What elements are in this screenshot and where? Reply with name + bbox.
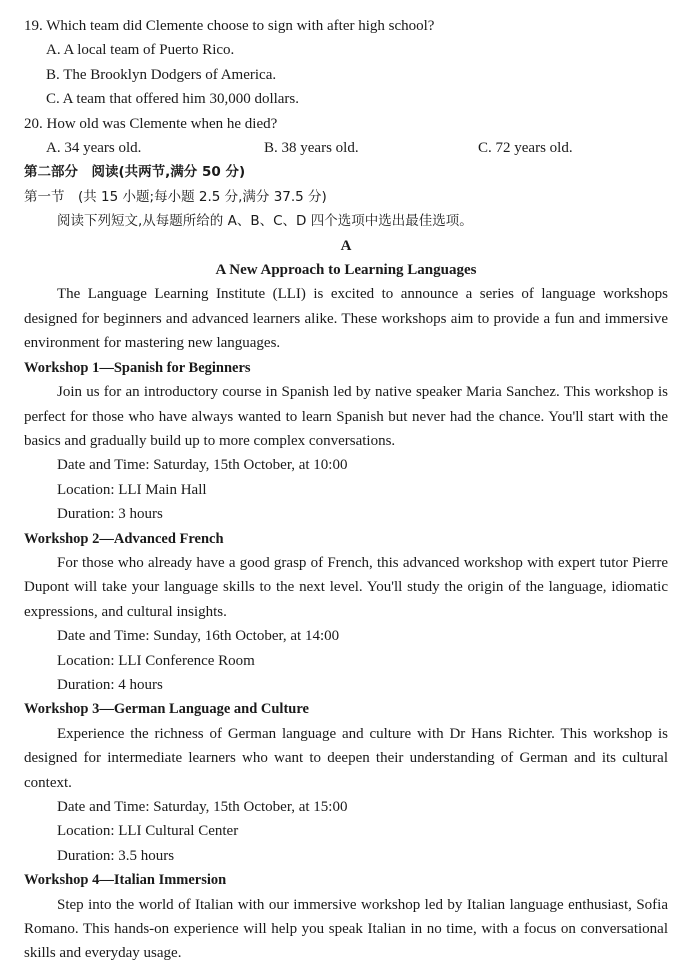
question-20-options: [24, 136, 668, 160]
workshop-1-duration: Duration: 3 hours: [57, 506, 163, 523]
question-19-option-b: B. The Brooklyn Dodgers of America.: [46, 66, 277, 83]
reading-instruction: 阅读下列短文,从每题所给的 A、B、C、D 四个选项中选出最佳选项。: [57, 213, 473, 230]
workshop-3-description: Experience the richness of German language and culture with Dr Hans Richter. This workshop is designed for intermediate learners who want to deepen their understanding of German and its cultural context.: [24, 725, 668, 791]
question-19-stem: 19. Which team did Clemente choose to sign with after high school?: [24, 18, 435, 34]
passage-intro: The Language Learning Institute (LLI) is excited to announce a series of language workshops designed for beginners and advanced learners alike. These workshops aim to provide a fun and immersive environment for mastering new languages.: [24, 286, 668, 352]
workshop-1-heading: Workshop 1—Spanish for Beginners: [24, 359, 251, 376]
workshop-4-description: Step into the world of Italian with our immersive workshop led by Italian language enthusiast, Sofia Romano. This hands-on experience will help you speak Italian in no time, with a focus on conversational skills and everyday usage.: [24, 896, 668, 962]
question-20-stem: 20. How old was Clemente when he died?: [24, 115, 278, 132]
workshop-2-description: For those who already have a good grasp of French, this advanced workshop with expert tutor Pierre Dupont will take your language skills to the next level. You'll study the origin of the language, idiomatic expressions, and cultural insights.: [24, 554, 668, 620]
workshop-4-heading: Workshop 4—Italian Immersion: [24, 872, 227, 889]
workshop-3-heading: Workshop 3—German Language and Culture: [24, 701, 309, 718]
workshop-1-location: Location: LLI Main Hall: [57, 481, 207, 498]
workshop-1-datetime: Date and Time: Saturday, 15th October, at 10:00: [57, 457, 348, 474]
passage-title: A New Approach to Learning Languages: [215, 262, 477, 279]
question-19-option-a: A. A local team of Puerto Rico.: [46, 42, 235, 59]
question-20-option-a: A. 34 years old.: [46, 140, 142, 157]
workshop-2-location: Location: LLI Conference Room: [57, 652, 255, 669]
question-20-option-b: B. 38 years old.: [264, 140, 359, 157]
workshop-3-location: Location: LLI Cultural Center: [57, 823, 239, 840]
workshop-2-heading: Workshop 2—Advanced French: [24, 530, 224, 547]
workshop-3-datetime: Date and Time: Saturday, 15th October, at 15:00: [57, 799, 348, 815]
question-20-option-c: C. 72 years old.: [478, 140, 573, 157]
workshop-3-duration: Duration: 3.5 hours: [57, 847, 175, 864]
section-subtitle: 第一节 (共 15 小题;每小题 2.5 分,满分 37.5 分): [24, 188, 327, 205]
workshop-2-datetime: Date and Time: Sunday, 16th October, at 14:00: [57, 628, 340, 645]
passage-label: A: [340, 237, 352, 254]
workshop-2-duration: Duration: 4 hours: [57, 676, 163, 693]
workshop-1-description: Join us for an introductory course in Spanish led by native speaker Maria Sanchez. This workshop is perfect for those who have always wanted to learn Spanish but never had the chance. You'll start with the basics and gradually build up to more complex conversations.: [24, 384, 668, 449]
question-19-option-c: C. A team that offered him 30,000 dollars.: [46, 91, 300, 108]
part-title: 第二部分 阅读(共两节,满分 50 分): [24, 164, 246, 181]
